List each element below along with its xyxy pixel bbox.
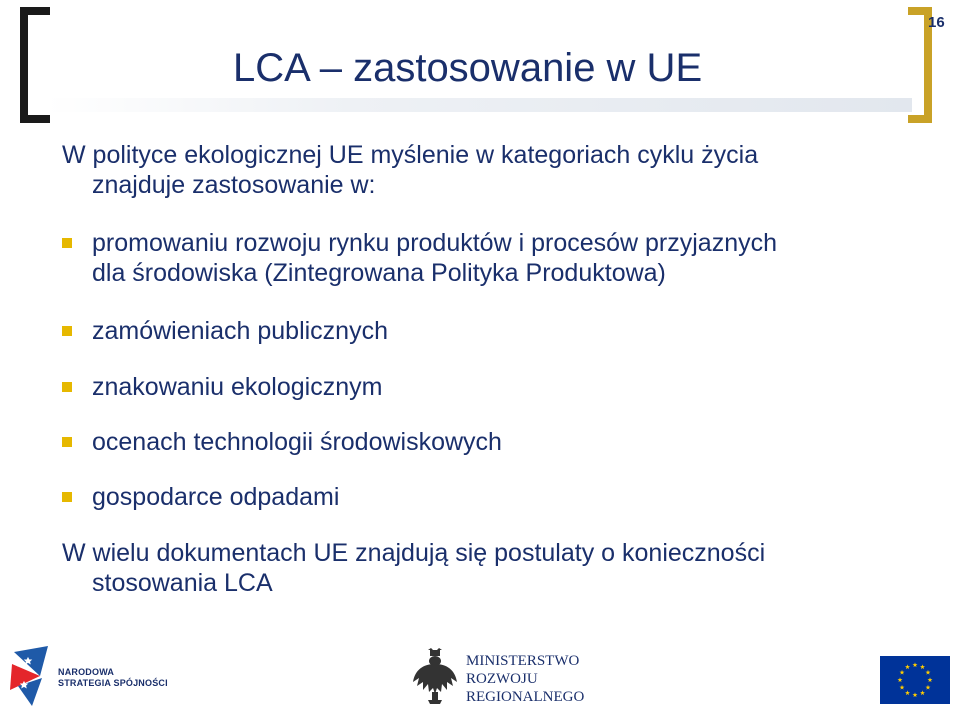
list-item (62, 316, 388, 346)
list-item (62, 482, 339, 512)
footer (0, 636, 960, 711)
outro-line-2: stosowania LCA (92, 569, 273, 597)
list-item (62, 228, 777, 288)
nss-line-2: STRATEGIA SPÓJNOŚCI (58, 678, 168, 688)
nss-logo-icon (10, 646, 52, 706)
title-band (46, 98, 912, 112)
bullet-text: zamówieniach publicznych (92, 317, 388, 345)
intro-line-1: W polityce ekologicznej UE myślenie w kategoriach cyklu życia (62, 141, 759, 169)
bullet-square-icon (62, 326, 72, 336)
polish-eagle-icon (411, 648, 459, 704)
intro-line-2: znajduje zastosowanie w: (92, 171, 376, 199)
slide-title: LCA – zastosowanie w UE (233, 46, 703, 90)
outro-line-1: W wielu dokumentach UE znajdują się postulaty o konieczności (62, 539, 766, 567)
nss-logo-text (58, 667, 168, 689)
ministry-name (466, 652, 584, 706)
bullet-square-icon (62, 492, 72, 502)
eu-flag-icon (880, 656, 950, 704)
bullet-square-icon (62, 382, 72, 392)
list-item (62, 427, 502, 457)
outro-paragraph (62, 538, 765, 598)
list-item (62, 372, 382, 402)
bullet-text: ocenach technologii środowiskowych (92, 428, 502, 456)
ministry-line-3: REGIONALNEGO (466, 689, 585, 705)
bullet-square-icon (62, 437, 72, 447)
ministry-line-1: MINISTERSTWO (466, 653, 580, 669)
bullet-line-2: dla środowiska (Zintegrowana Polityka Produktowa) (92, 259, 666, 287)
bullet-text: znakowaniu ekologicznym (92, 373, 383, 401)
bullet-line-1: promowaniu rozwoju rynku produktów i procesów przyjaznych (92, 229, 778, 257)
nss-line-1: NARODOWA (58, 667, 115, 677)
intro-paragraph (62, 140, 758, 200)
bullet-text: gospodarce odpadami (92, 483, 340, 511)
page-number: 16 (928, 14, 945, 31)
ministry-line-2: ROZWOJU (466, 671, 538, 687)
bullet-square-icon (62, 238, 72, 248)
